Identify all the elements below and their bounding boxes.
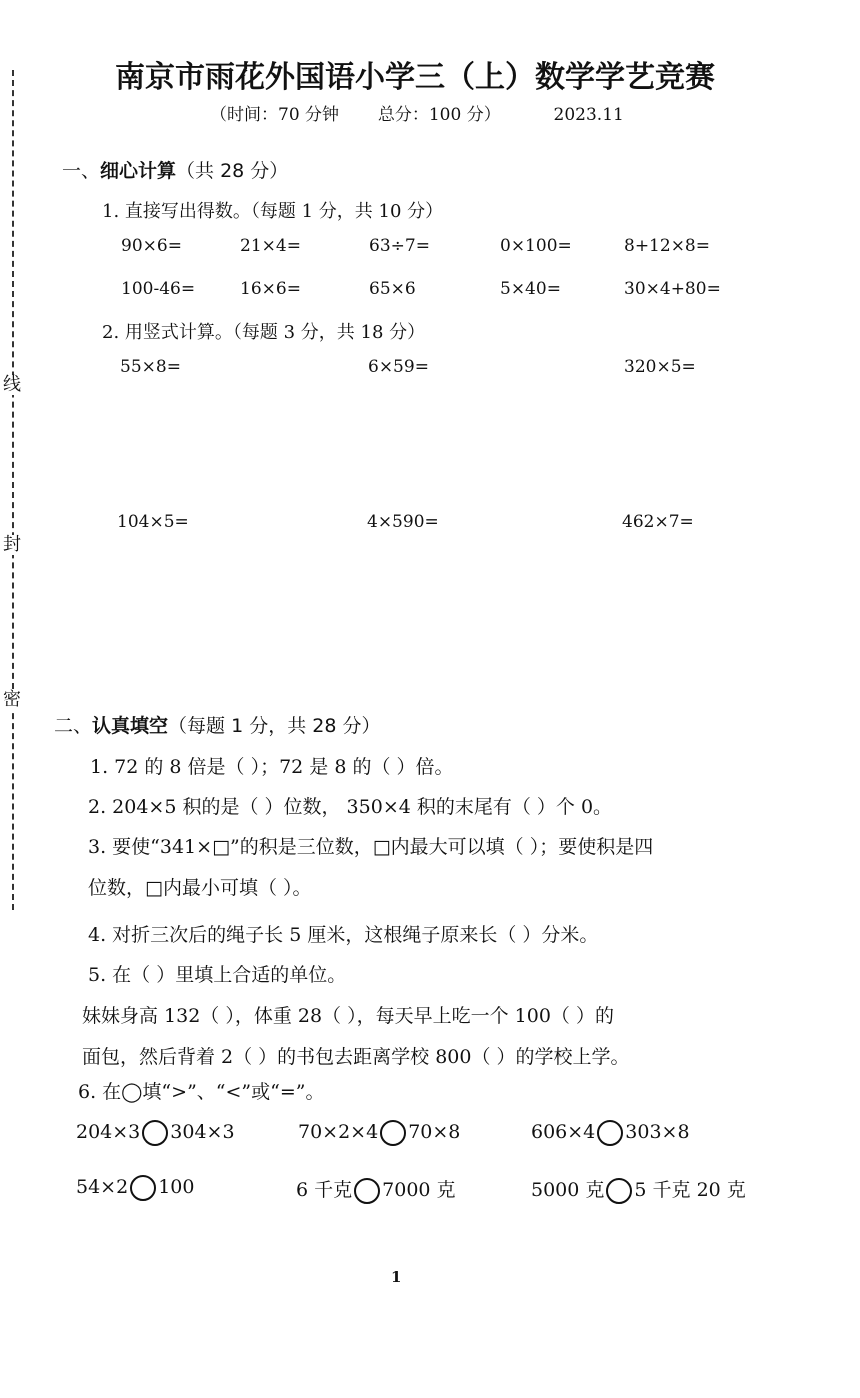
fill-question-3: 3. 要使“341×□”的积是三位数，□内最大可以填（ ）；要使积是四 <box>88 836 654 858</box>
section-2-heading: 二、认真填空（每题 1 分，共 28 分） <box>54 715 381 737</box>
vertical-calc-item: 4×590= <box>367 512 439 532</box>
vertical-calc-item: 320×5= <box>624 357 696 377</box>
compare-circle[interactable] <box>130 1175 156 1201</box>
page-number: 1 <box>391 1268 402 1286</box>
compare-item: 606×4 303×8 <box>531 1120 690 1146</box>
calc-item: 5×40= <box>500 279 561 299</box>
fill-question-5-sentence: 妹妹身高 132（ ），体重 28（ ），每天早上吃一个 100（ ）的 <box>82 1005 614 1027</box>
calc-item: 0×100= <box>500 236 572 256</box>
vertical-calc-item: 55×8= <box>120 357 181 377</box>
fill-question-4: 4. 对折三次后的绳子长 5 厘米，这根绳子原来长（ ）分米。 <box>88 924 599 946</box>
compare-item: 6 千克 7000 克 <box>296 1175 456 1204</box>
fill-question-1: 1. 72 的 8 倍是（ ）；72 是 8 的（ ）倍。 <box>90 756 454 778</box>
compare-item: 54×2 100 <box>76 1175 194 1201</box>
margin-label-mi: 密 <box>3 689 21 710</box>
fill-question-6: 6. 在◯填“>”、“<”或“=”。 <box>78 1081 325 1103</box>
binding-dashed-line <box>12 70 14 910</box>
calc-item: 21×4= <box>240 236 301 256</box>
calc-item: 30×4+80= <box>624 279 721 299</box>
calc-item: 100-46= <box>121 279 196 299</box>
calc-item: 90×6= <box>121 236 182 256</box>
compare-item: 70×2×4 70×8 <box>298 1120 460 1146</box>
compare-circle[interactable] <box>597 1120 623 1146</box>
compare-circle[interactable] <box>142 1120 168 1146</box>
calc-item: 65×6 <box>369 279 416 299</box>
margin-label-feng: 封 <box>3 534 21 555</box>
margin-label-xian: 线 <box>3 374 21 395</box>
compare-circle[interactable] <box>354 1178 380 1204</box>
compare-circle[interactable] <box>606 1178 632 1204</box>
exam-info <box>210 100 624 125</box>
vertical-calc-item: 6×59= <box>368 357 429 377</box>
compare-item: 204×3 304×3 <box>76 1120 235 1146</box>
exam-date: 2023.11 <box>553 105 624 125</box>
fill-question-2: 2. 204×5 积的是（ ）位数， 350×4 积的末尾有（ ）个 0。 <box>88 796 613 818</box>
vertical-calc-item: 462×7= <box>622 512 694 532</box>
q2-title: 2. 用竖式计算。（每题 3 分，共 18 分） <box>102 322 426 343</box>
calc-item: 8+12×8= <box>624 236 710 256</box>
fill-question-5: 5. 在（ ）里填上合适的单位。 <box>88 964 347 986</box>
section-1-heading: 一、细心计算（共 28 分） <box>62 160 289 182</box>
vertical-calc-item: 104×5= <box>117 512 189 532</box>
exam-time: （时间：70 分钟 <box>210 105 340 125</box>
calc-item: 63÷7= <box>369 236 430 256</box>
compare-item: 5000 克 5 千克 20 克 <box>531 1175 746 1204</box>
fill-question-3-cont: 位数，□内最小可填（ ）。 <box>88 877 312 899</box>
calc-item: 16×6= <box>240 279 301 299</box>
compare-circle[interactable] <box>380 1120 406 1146</box>
page-title: 南京市雨花外国语小学三（上）数学学艺竞赛 <box>115 60 715 95</box>
q1-title: 1. 直接写出得数。（每题 1 分，共 10 分） <box>102 201 444 222</box>
exam-total: 总分：100 分） <box>377 105 501 125</box>
fill-question-5-sentence-cont: 面包，然后背着 2（ ）的书包去距离学校 800（ ）的学校上学。 <box>82 1046 630 1068</box>
